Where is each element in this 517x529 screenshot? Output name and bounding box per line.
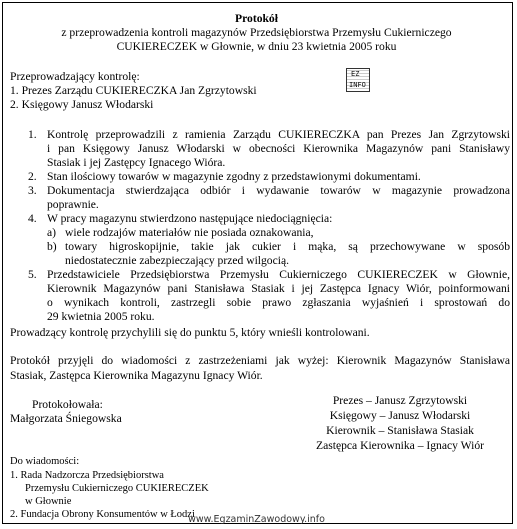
point-4a-text: wiele rodzajów materiałów nie posiada oznakowania, [65,226,314,239]
document-title: Protokół [235,12,278,25]
point-1-line: Kontrolę przeprowadzili z ramienia Zarządu CUKIERECZKA pan Prezes Jan Zgrzytowski [47,128,510,141]
point-5-line: Kierownik Magazynów pani Stanisława Stasiak i jej Zastępca Ignacy Wiór, poinformowani [47,282,510,295]
remark-accepted: Prowadzący kontrolę przychylili się do punktu 5, który wnieśli kontrolowani. [10,326,370,339]
distribution-item: 2. Fundacja Obrony Konsumentów w Łodzi [10,509,195,520]
subtitle-line-1: z przeprowadzenia kontroli magazynów Przedsiębiorstwa Przemysłu Cukierniczego [61,26,452,39]
ezinfo-stamp-icon [346,68,370,92]
point-3-line: Dokumentacja stwierdzająca odbiór i wydawanie towarów w magazynie prowadzona [47,184,510,197]
inspector-item: 1. Prezes Zarządu CUKIERECZKA Jan Zgrzytowski [10,84,257,97]
point-4-text: W pracy magazynu stwierdzono następujące niedociągnięcia: [47,212,333,225]
recorder-label: Protokołowała: [32,398,103,411]
point-4b-line: towary higroskopijnie, takie jak cukier i mąka, są przechowywane w sposób [65,240,510,253]
point-number: 1. [28,128,37,141]
point-number: 5. [28,268,37,281]
remark-received-line: Stasiak, Zastępca Kierownika Magazynu Ignacy Wiór. [10,369,263,382]
distribution-heading: Do wiadomości: [10,456,80,467]
point-number: 4. [28,212,37,225]
point-number: 3. [28,184,37,197]
point-2-text: Stan ilościowy towarów w magazynie zgodny z przedstawionymi dokumentami. [47,170,421,183]
point-5-line: 29 kwietnia 2005 roku. [47,310,155,323]
distribution-item: Przemysłu Cukierniczego CUKIERECZEK [25,483,209,494]
point-5-line: o wynikach kontroli, zastrzegli sobie prawo zgłaszania wyjaśnień i sprostowań do [47,296,510,309]
remark-received-line: Protokół przyjęli do wiadomości z zastrzeżeniami jak wyżej: Kierownik Magazynów Stanisława [10,354,510,367]
inspector-item: 2. Księgowy Janusz Włodarski [10,98,154,111]
inspectors-heading: Przeprowadzający kontrolę: [10,70,140,83]
signatory-line: Księgowy – Janusz Włodarski [329,409,471,422]
distribution-item: 1. Rada Nadzorcza Przedsiębiorstwa [10,470,164,481]
point-3-line: poprawnie. [47,198,99,211]
stamp-text: INFO [349,81,366,89]
point-number: 2. [28,170,37,183]
point-5-line: Przedstawiciele Przedsiębiorstwa Przemysłu Cukierniczego CUKIERECZEK w Głownie, [47,268,510,281]
subpoint-letter: a) [47,226,57,239]
point-1-line: i pan Księgowy Janusz Włodarski w obecności Kierownika Magazynów pani Stanisławy [47,142,510,155]
footer-watermark: www.EgzaminZawodowy.info [188,514,325,525]
point-4b-line: niedostatecznie zabezpieczający przed wilgocią. [65,254,290,267]
signatory-line: Prezes – Janusz Zgrzytowski [332,394,468,407]
stamp-text: EZ [351,70,360,78]
signatory-line: Kierownik – Stanisława Stasiak [326,424,474,437]
subtitle-line-2: CUKIERECZEK w Głownie, w dniu 23 kwietnia 2005 roku [116,40,397,53]
signatory-line: Zastępca Kierownika – Ignacy Wiór [315,439,484,452]
subpoint-letter: b) [47,240,57,253]
point-1-line: Stasiak i jej Zastępcy Ignacego Wióra. [47,156,226,169]
distribution-item: w Głownie [25,496,72,507]
recorder-name: Małgorzata Śniegowska [10,412,122,425]
